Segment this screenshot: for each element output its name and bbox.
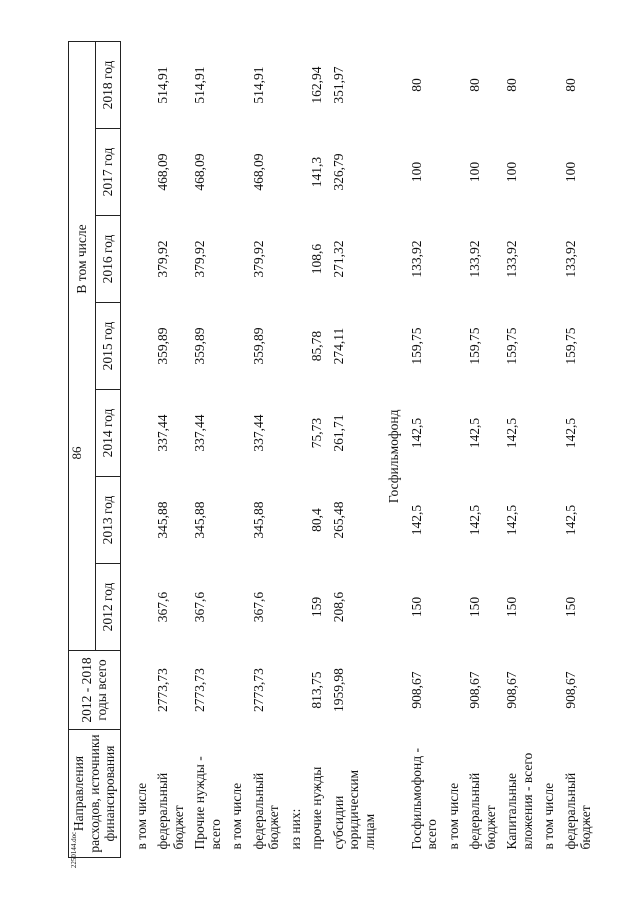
row-value: [538, 651, 560, 730]
row-value: 159,75: [562, 327, 578, 365]
row-value: 208,6: [330, 591, 346, 623]
budget-table: [68, 41, 597, 858]
row-label: федеральный бюджет: [562, 772, 594, 850]
row-value: 468,09: [192, 153, 208, 191]
table-row: [248, 42, 285, 858]
row-value: 159,75: [467, 327, 483, 365]
header-year-2015: 2015 год: [95, 303, 120, 390]
row-value: 142,5: [408, 417, 424, 449]
row-value: 100: [467, 161, 483, 183]
row-value: 162,94: [309, 66, 325, 104]
row-value: [443, 216, 465, 303]
row-value: 379,92: [192, 240, 208, 278]
row-value: 133,92: [467, 240, 483, 278]
row-value: 159: [309, 596, 325, 618]
row-label: Капитальные вложения - всего: [504, 752, 535, 850]
row-value: 271,32: [330, 240, 346, 278]
row-value: 345,88: [155, 501, 171, 539]
row-value: [131, 477, 153, 564]
row-value: 908,67: [562, 671, 578, 709]
row-value: 80: [467, 78, 483, 92]
row-value: 108,6: [309, 243, 325, 275]
row-label: Госфильмофонд - всего: [408, 748, 440, 850]
table-body-section: [406, 42, 597, 858]
table-row: [226, 42, 248, 858]
row-value: 133,92: [562, 240, 578, 278]
row-value: [131, 390, 153, 477]
row-value: 159,75: [408, 327, 424, 365]
row-value: 813,75: [309, 671, 325, 709]
row-label: федеральный бюджет: [250, 772, 282, 850]
row-label: прочие нужды: [309, 766, 325, 850]
row-value: [226, 129, 248, 216]
header-year-2016: 2016 год: [95, 216, 120, 303]
row-value: 100: [408, 161, 424, 183]
row-value: 337,44: [192, 414, 208, 452]
row-label: из них:: [287, 808, 303, 850]
table-row: [406, 42, 443, 858]
row-value: [443, 42, 465, 129]
row-value: [226, 564, 248, 651]
row-value: [131, 42, 153, 129]
row-value: 345,88: [250, 501, 266, 539]
row-value: [226, 216, 248, 303]
table-row: [306, 42, 328, 858]
row-value: [285, 42, 307, 129]
table-row: [464, 42, 501, 858]
row-value: [131, 303, 153, 390]
row-value: 150: [504, 596, 520, 618]
row-value: 80: [408, 78, 424, 92]
row-value: [285, 303, 307, 390]
row-value: [538, 42, 560, 129]
row-value: [226, 477, 248, 564]
table-row: [152, 42, 189, 858]
row-value: 133,92: [408, 240, 424, 278]
row-label: в том числе: [133, 782, 149, 850]
row-value: [443, 303, 465, 390]
table-body-main: [120, 42, 380, 858]
row-label: федеральный бюджет: [155, 772, 186, 850]
row-value: [443, 390, 465, 477]
row-value: [443, 129, 465, 216]
row-value: 514,91: [250, 66, 266, 104]
row-value: 100: [562, 161, 578, 183]
section-header: [380, 42, 406, 858]
row-value: 85,78: [309, 330, 325, 362]
row-value: 379,92: [155, 240, 171, 278]
row-value: [538, 564, 560, 651]
row-value: [443, 477, 465, 564]
row-value: 379,92: [250, 240, 266, 278]
row-value: [285, 390, 307, 477]
section-title: Госфильмофонд: [386, 409, 402, 504]
row-value: 133,92: [504, 240, 520, 278]
row-value: 367,6: [155, 591, 171, 623]
table-row: [501, 42, 538, 858]
row-value: 142,5: [467, 417, 483, 449]
table-row: [560, 42, 597, 858]
header-direction: Направления расходов, источники финансирования: [69, 730, 121, 858]
row-value: 80: [562, 78, 578, 92]
row-label: в том числе: [541, 782, 557, 850]
row-value: [131, 216, 153, 303]
header-year-2017: 2017 год: [95, 129, 120, 216]
row-value: [285, 477, 307, 564]
document-id: 2250144.doc: [70, 831, 79, 869]
header-year-2012: 2012 год: [95, 564, 120, 651]
row-value: 2773,73: [192, 668, 208, 712]
row-value: [226, 651, 248, 730]
row-value: 159,75: [504, 327, 520, 365]
row-value: 100: [504, 161, 520, 183]
row-label: в том числе: [445, 782, 461, 850]
row-value: [285, 564, 307, 651]
row-value: 265,48: [330, 501, 346, 539]
row-value: 142,5: [562, 417, 578, 449]
row-value: 2773,73: [250, 668, 266, 712]
row-value: [285, 651, 307, 730]
row-value: 142,5: [504, 417, 520, 449]
row-value: [538, 303, 560, 390]
row-value: 468,09: [250, 153, 266, 191]
row-value: 326,79: [330, 153, 346, 191]
row-value: 261,71: [330, 414, 346, 452]
page-number: 86: [69, 446, 84, 460]
row-value: 359,89: [250, 327, 266, 365]
row-value: 514,91: [155, 66, 171, 104]
table-row: [131, 42, 153, 858]
row-value: 337,44: [250, 414, 266, 452]
row-value: 274,11: [330, 327, 346, 365]
table-row: [443, 42, 465, 858]
row-value: [538, 477, 560, 564]
row-value: 142,5: [408, 504, 424, 536]
header-including: В том числе: [69, 42, 96, 651]
row-value: 142,5: [562, 504, 578, 536]
row-value: 359,89: [155, 327, 171, 365]
row-value: [285, 129, 307, 216]
row-value: 359,89: [192, 327, 208, 365]
row-value: 351,97: [330, 66, 346, 104]
row-value: 150: [562, 596, 578, 618]
header-year-2013: 2013 год: [95, 477, 120, 564]
row-value: 514,91: [192, 66, 208, 104]
row-value: 142,5: [467, 504, 483, 536]
row-value: 367,6: [192, 591, 208, 623]
row-value: 80: [504, 78, 520, 92]
row-value: 367,6: [250, 591, 266, 623]
row-value: 908,67: [467, 671, 483, 709]
row-value: [226, 42, 248, 129]
row-value: 80,4: [309, 508, 325, 532]
row-value: [443, 564, 465, 651]
row-value: 908,67: [408, 671, 424, 709]
row-value: [285, 216, 307, 303]
row-value: 150: [408, 596, 424, 618]
row-value: [131, 564, 153, 651]
table-row: [285, 42, 307, 858]
row-value: [538, 216, 560, 303]
row-value: 337,44: [155, 414, 171, 452]
table-header: [69, 42, 121, 858]
row-label: в том числе: [229, 782, 245, 850]
row-value: [538, 390, 560, 477]
row-value: 345,88: [192, 501, 208, 539]
row-value: 1959,98: [330, 668, 346, 712]
row-value: 150: [467, 596, 483, 618]
row-value: 2773,73: [155, 668, 171, 712]
row-value: 142,5: [504, 504, 520, 536]
header-total: 2012 - 2018 годы всего: [69, 651, 121, 730]
row-value: 468,09: [155, 153, 171, 191]
row-value: [226, 303, 248, 390]
row-value: [443, 651, 465, 730]
row-value: [131, 651, 153, 730]
row-value: 908,67: [504, 671, 520, 709]
row-value: 141,3: [309, 156, 325, 188]
row-value: [131, 129, 153, 216]
row-value: [538, 129, 560, 216]
row-label: субсидии юридическим лицам: [330, 769, 377, 850]
header-year-2018: 2018 год: [95, 42, 120, 129]
row-label: федеральный бюджет: [467, 772, 498, 850]
row-label: Прочие нужды - всего: [192, 756, 223, 850]
row-value: [226, 390, 248, 477]
table-row: [538, 42, 560, 858]
header-year-2014: 2014 год: [95, 390, 120, 477]
row-value: 75,73: [309, 417, 325, 449]
budget-table-container: [68, 42, 594, 858]
table-row: [189, 42, 226, 858]
table-row: [328, 42, 381, 858]
